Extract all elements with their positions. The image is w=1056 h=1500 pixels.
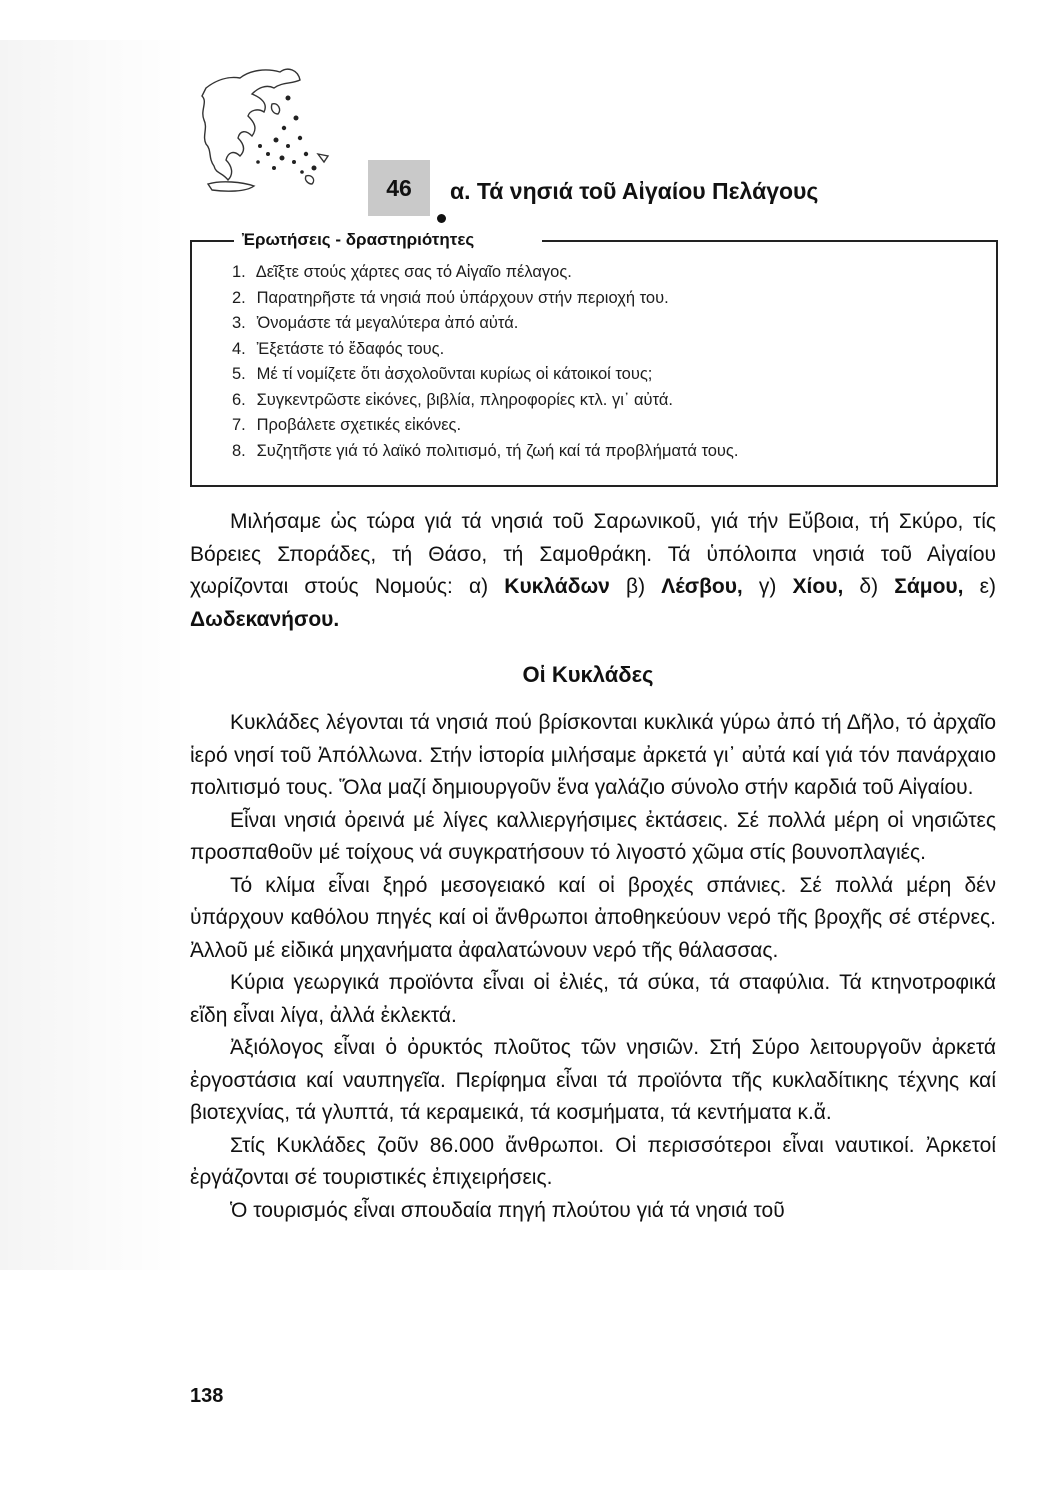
page-number: 138 — [190, 1385, 224, 1407]
page-edge-shadow — [0, 40, 190, 1270]
questions-list — [232, 260, 738, 464]
list-separator: β) — [609, 575, 662, 598]
body-paragraph: Ἀξιόλογος εἶναι ὁ ὀρυκτός πλοῦτος τῶν νησιῶν. Στή Σύρο λειτουργοῦν ἀρκετά ἐργοστάσια καί ναυπηγεῖα. Περίφημα εἶναι τά προϊόντα τῆς κυκλαδίτικης τέχνης καί βιοτεχνίας, τά γλυπτά, τά κεραμεικά, τά κοσμήματα, τά κεντήματα κ.ἄ. — [190, 1036, 996, 1124]
nomos-dodekanisos: Δωδεκανήσου. — [190, 607, 340, 631]
question-item — [232, 439, 738, 465]
question-item — [232, 260, 738, 286]
body-paragraph: Εἶναι νησιά ὀρεινά μέ λίγες καλλιεργήσιμες ἐκτάσεις. Σέ πολλά μέρη οἱ νησιῶτες προσπαθοῦν μέ τοίχους νά συγκρατήσουν τό λιγοστό χῶμα στίς βουνοπλαγιές. — [190, 808, 996, 864]
box-border-right — [542, 240, 998, 242]
body-paragraph: Τό κλίμα εἶναι ξηρό μεσογειακό καί οἱ βροχές σπάνιες. Σέ πολλά μέρη δέν ὑπάρχουν καθόλου πηγές καί οἱ ἄνθρωποι ἀποθηκεύουν νερό τῆς βροχῆς σέ στέρνες. Ἀλλοῦ μέ εἰδικά μηχανήματα ἀφαλατώνουν νερό τῆς θάλασσας. — [190, 873, 996, 962]
question-text: Συζητῆστε γιά τό λαϊκό πολιτισμό, τή ζωή καί τά προβλήματά τους. — [256, 441, 739, 460]
questions-box — [190, 230, 998, 487]
body-paragraph: Κυκλάδες λέγονται τά νησιά πού βρίσκονται κυκλικά γύρω ἀπό τή Δῆλο, τό ἀρχαῖο ἱερό νησί τοῦ Ἀπόλλωνα. Στήν ἱστορία μιλήσαμε ἀρκετά γι᾿ αὐτά καί γιά τόν πανάρχαιο πολιτισμό τους. Ὅλα μαζί δημιουργοῦν ἕνα γαλάζιο σύνολο στήν καρδιά τοῦ Αἰγαίου. — [190, 711, 996, 799]
question-item — [232, 388, 738, 414]
body-paragraph: Κύρια γεωργικά προϊόντα εἶναι οἱ ἐλιές, τά σύκα, τά σταφύλια. Τά κτηνοτροφικά εἴδη εἶναι λίγα, ἀλλά ἐκλεκτά. — [190, 971, 996, 1027]
question-number: 5. — [232, 365, 246, 383]
section-body — [190, 707, 996, 1227]
question-number: 7. — [232, 416, 246, 434]
question-item — [232, 286, 738, 312]
question-number: 8. — [232, 441, 246, 460]
list-separator: δ) — [843, 575, 895, 598]
nomos-kyklades: Κυκλάδων — [504, 575, 610, 598]
question-number: 4. — [232, 339, 246, 358]
body-paragraph: Ὁ τουρισμός εἶναι σπουδαία πηγή πλούτου γιά τά νησιά τοῦ — [230, 1198, 785, 1222]
body-paragraph: Στίς Κυκλάδες ζοῦν 86.000 ἄνθρωποι. Οἱ περισσότεροι εἶναι ναυτικοί. Ἀρκετοί ἐργάζονται σέ τουριστικές ἐπιχειρήσεις. — [190, 1133, 996, 1189]
list-separator: γ) — [742, 575, 793, 598]
question-item — [232, 413, 738, 439]
nomos-chios: Χίου, — [792, 575, 844, 598]
box-border-left — [190, 240, 234, 242]
lesson-title: α. Τά νησιά τοῦ Αἰγαίου Πελάγους — [450, 178, 819, 204]
question-text: Ἐξετάστε τό ἔδαφός τους. — [256, 339, 445, 358]
nomos-lesvos: Λέσβου, — [661, 575, 743, 598]
nomos-samos: Σάμου, — [894, 575, 964, 598]
question-text: Συγκεντρῶστε εἰκόνες, βιβλία, πληροφορίες κτλ. γι᾿ αὐτά. — [256, 390, 673, 409]
intro-sentence: Μιλήσαμε ὡς τώρα γιά τά νησιά τοῦ Σαρωνικοῦ, γιά τήν Εὔβοια, τή Σκύρο, τίς Βόρειες Σποράδες, τή Θάσο, τή Σαμοθράκη. Τά ὑπόλοιπα νησιά τοῦ Αἰγαίου χωρίζονται στούς Νομούς: α) — [190, 510, 996, 598]
question-number: 2. — [232, 288, 246, 307]
intro-text — [190, 506, 996, 636]
intro-paragraph — [190, 506, 996, 636]
list-separator: ε) — [963, 575, 996, 598]
bullet-dot-icon — [437, 214, 446, 223]
greece-map-icon — [188, 58, 338, 218]
question-item — [232, 311, 738, 337]
question-item — [232, 362, 738, 388]
question-item — [232, 337, 738, 363]
question-text: Παρατηρῆστε τά νησιά πού ὑπάρχουν στήν περιοχή του. — [256, 288, 669, 307]
question-number: 1. — [232, 263, 246, 281]
section-heading: Οἱ Κυκλάδες — [522, 662, 654, 687]
question-number: 3. — [232, 314, 246, 332]
question-text: Ὀνομάστε τά μεγαλύτερα ἀπό αὐτά. — [256, 314, 519, 332]
questions-heading: Ἐρωτήσεις - δραστηριότητες — [240, 230, 480, 250]
question-text: Μέ τί νομίζετε ὅτι ἀσχολοῦνται κυρίως οἱ κάτοικοί τους; — [256, 365, 653, 383]
question-number: 6. — [232, 390, 246, 409]
question-text: Δεῖξτε στούς χάρτες σας τό Αἰγαῖο πέλαγος. — [255, 263, 572, 281]
lesson-number: 46 — [368, 160, 430, 216]
question-text: Προβάλετε σχετικές εἰκόνες. — [256, 416, 462, 434]
